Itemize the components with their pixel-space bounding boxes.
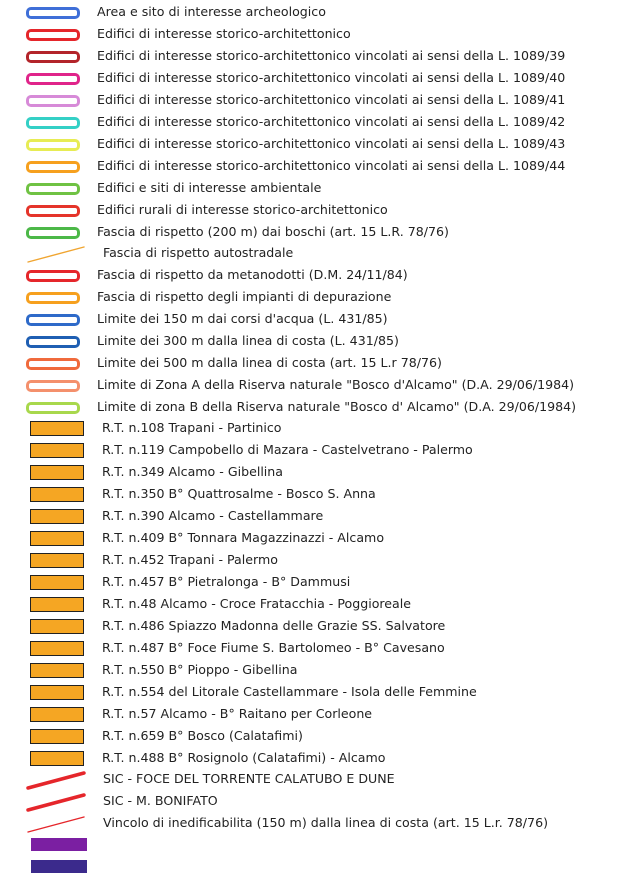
legend-label: Fascia di rispetto autostradale: [103, 245, 294, 260]
legend-item: [0, 24, 630, 46]
legend-label: Fascia di rispetto (200 m) dai boschi (art. 15 L.R. 78/76): [97, 224, 449, 239]
legend-item: [0, 68, 630, 90]
legend-label: R.T. n.57 Alcamo - B° Raitano per Corleone: [102, 706, 373, 721]
legend-label: Edifici e siti di interesse ambientale: [97, 180, 322, 195]
legend-item: [0, 791, 630, 813]
legend-item: [0, 287, 630, 309]
legend-label: R.T. n.452 Trapani - Palermo: [102, 552, 278, 567]
outline-swatch-icon: [26, 336, 80, 348]
solid-swatch-icon: [31, 838, 87, 851]
legend-item: [0, 90, 630, 112]
legend-item: [0, 506, 630, 528]
outline-swatch-icon: [26, 117, 80, 129]
outline-swatch-icon: [26, 139, 80, 151]
outline-swatch-icon: [26, 227, 80, 239]
legend-item: [0, 375, 630, 397]
filled-swatch-icon: [30, 465, 84, 480]
legend-label: R.T. n.457 B° Pietralonga - B° Dammusi: [102, 574, 351, 589]
filled-swatch-icon: [30, 509, 84, 524]
outline-swatch-icon: [26, 7, 80, 19]
line-swatch-icon: [26, 791, 86, 813]
legend-item: [0, 309, 630, 331]
legend-item: [0, 46, 630, 68]
legend-label: Limite di zona B della Riserva naturale "Bosco d' Alcamo" (D.A. 29/06/1984): [97, 399, 577, 414]
legend-label: Limite dei 500 m dalla linea di costa (art. 15 L.r 78/76): [97, 355, 442, 370]
legend-item: [0, 112, 630, 134]
legend-item: [0, 726, 630, 748]
filled-swatch-icon: [30, 553, 84, 568]
legend-item: [0, 594, 630, 616]
legend-label: Limite dei 300 m dalla linea di costa (L. 431/85): [97, 333, 399, 348]
legend-label: Edifici di interesse storico-architettonico vincolati ai sensi della L. 1089/40: [97, 70, 566, 85]
legend-label: R.T. n.659 B° Bosco (Calatafimi): [102, 728, 303, 743]
legend-label: R.T. n.487 B° Foce Fiume S. Bartolomeo - B° Cavesano: [102, 640, 445, 655]
outline-swatch-icon: [26, 29, 80, 41]
legend-item: [0, 834, 630, 856]
legend-label: R.T. n.486 Spiazzo Madonna delle Grazie SS. Salvatore: [102, 618, 446, 633]
legend-label: R.T. n.488 B° Rosignolo (Calatafimi) - Alcamo: [102, 750, 386, 765]
legend-label: Fascia di rispetto da metanodotti (D.M. 24/11/84): [97, 267, 408, 282]
filled-swatch-icon: [30, 443, 84, 458]
legend-item: [0, 638, 630, 660]
outline-swatch-icon: [26, 51, 80, 63]
outline-swatch-icon: [26, 161, 80, 173]
filled-swatch-icon: [30, 575, 84, 590]
line-swatch-icon: [26, 769, 86, 791]
legend-item: [0, 222, 630, 244]
legend-item: [0, 178, 630, 200]
legend-label: Edifici di interesse storico-architettonico vincolati ai sensi della L. 1089/43: [97, 136, 566, 151]
legend-label: R.T. n.554 del Litorale Castellammare - Isola delle Femmine: [102, 684, 477, 699]
legend-item: [0, 572, 630, 594]
legend-item: [0, 769, 630, 791]
outline-swatch-icon: [26, 270, 80, 282]
legend-item: [0, 200, 630, 222]
legend-label: R.T. n.119 Campobello di Mazara - Castelvetrano - Palermo: [102, 442, 473, 457]
legend-item: [0, 2, 630, 24]
filled-swatch-icon: [30, 421, 84, 436]
legend-item: [0, 397, 630, 419]
legend-label: SIC - FOCE DEL TORRENTE CALATUBO E DUNE: [103, 771, 395, 786]
legend-item: [0, 704, 630, 726]
legend-item: [0, 353, 630, 375]
legend-label: Edifici di interesse storico-architettonico vincolati ai sensi della L. 1089/39: [97, 48, 566, 63]
legend-label: Limite dei 150 m dai corsi d'acqua (L. 431/85): [97, 311, 388, 326]
legend-item: [0, 265, 630, 287]
filled-swatch-icon: [30, 685, 84, 700]
legend-label: R.T. n.550 B° Pioppo - Gibellina: [102, 662, 298, 677]
legend-item: [0, 134, 630, 156]
filled-swatch-icon: [30, 641, 84, 656]
legend-item: [0, 331, 630, 353]
outline-swatch-icon: [26, 95, 80, 107]
legend-label: R.T. n.409 B° Tonnara Magazzinazzi - Alcamo: [102, 530, 385, 545]
filled-swatch-icon: [30, 487, 84, 502]
legend-item: [0, 660, 630, 682]
filled-swatch-icon: [30, 663, 84, 678]
outline-swatch-icon: [26, 380, 80, 392]
legend-item: [0, 156, 630, 178]
filled-swatch-icon: [30, 597, 84, 612]
legend-item: [0, 616, 630, 638]
filled-swatch-icon: [30, 531, 84, 546]
legend-label: Edifici di interesse storico-architettonico vincolati ai sensi della L. 1089/41: [97, 92, 566, 107]
outline-swatch-icon: [26, 205, 80, 217]
legend-item: [0, 418, 630, 440]
legend-label: Edifici rurali di interesse storico-architettonico: [97, 202, 388, 217]
outline-swatch-icon: [26, 358, 80, 370]
legend-item: [0, 528, 630, 550]
filled-swatch-icon: [30, 707, 84, 722]
legend-item: [0, 550, 630, 572]
outline-swatch-icon: [26, 292, 80, 304]
outline-swatch-icon: [26, 314, 80, 326]
legend-item: [0, 462, 630, 484]
outline-swatch-icon: [26, 183, 80, 195]
solid-swatch-icon: [31, 860, 87, 873]
legend-label: Limite di Zona A della Riserva naturale "Bosco d'Alcamo" (D.A. 29/06/1984): [97, 377, 575, 392]
line-swatch-icon: [26, 813, 86, 835]
legend-item: [0, 682, 630, 704]
legend-item: [0, 748, 630, 770]
outline-swatch-icon: [26, 73, 80, 85]
legend-label: R.T. n.108 Trapani - Partinico: [102, 420, 282, 435]
legend-label: Fascia di rispetto degli impianti di depurazione: [97, 289, 392, 304]
legend-item: [0, 440, 630, 462]
legend-label: Edifici di interesse storico-architettonico vincolati ai sensi della L. 1089/44: [97, 158, 566, 173]
legend-label: SIC - M. BONIFATO: [103, 793, 218, 808]
legend-label: R.T. n.350 B° Quattrosalme - Bosco S. Anna: [102, 486, 376, 501]
legend-label: Edifici di interesse storico-architettonico: [97, 26, 351, 41]
filled-swatch-icon: [30, 729, 84, 744]
legend-label: R.T. n.390 Alcamo - Castellammare: [102, 508, 324, 523]
filled-swatch-icon: [30, 619, 84, 634]
line-swatch-icon: [26, 243, 86, 265]
legend-label: R.T. n.48 Alcamo - Croce Fratacchia - Poggioreale: [102, 596, 412, 611]
legend-label: R.T. n.349 Alcamo - Gibellina: [102, 464, 284, 479]
legend-label: Edifici di interesse storico-architettonico vincolati ai sensi della L. 1089/42: [97, 114, 566, 129]
outline-swatch-icon: [26, 402, 80, 414]
legend-label: Vincolo di inedificabilita (150 m) dalla linea di costa (art. 15 L.r. 78/76): [103, 815, 548, 830]
legend-item: [0, 243, 630, 265]
legend-item: [0, 813, 630, 835]
legend-item: [0, 484, 630, 506]
filled-swatch-icon: [30, 751, 84, 766]
legend-label: Area e sito di interesse archeologico: [97, 4, 326, 19]
